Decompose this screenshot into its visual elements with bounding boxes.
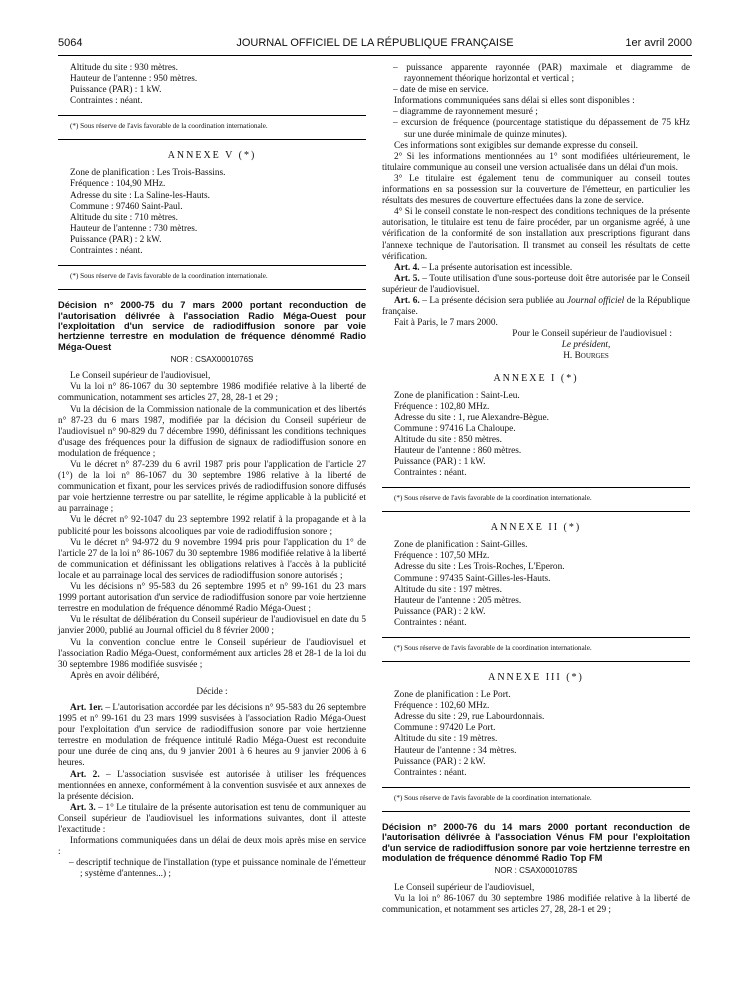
article-text: – Toute utilisation d'une sous-porteuse doit être autorisée par le Conseil supérieur de l'audiovisuel. — [382, 273, 690, 295]
journal-officiel-ref: Journal officiel — [567, 295, 625, 306]
article-4 — [382, 263, 690, 274]
page-number: 5064 — [58, 37, 83, 49]
annex-iii — [382, 690, 690, 779]
article-text: – La présente autorisation est incessible. — [419, 262, 573, 273]
paragraph: Vu les décisions n° 95-583 du 26 septembre 1995 et n° 99-161 du 23 mars 1999 portant autorisation d'un service de radiodiffusion sonore par voie hertzienne terrestre en modulation de fréquence dénommé Radio Méga-Ouest ; — [58, 582, 366, 615]
paragraph: Informations communiquées dans un délai de deux mois après mise en service : — [58, 836, 366, 858]
annex-line: Zone de planification : Le Port. — [394, 690, 511, 701]
left-column — [58, 63, 366, 880]
paragraph: 2° Si les informations mentionnées au 1° sont modifiées ultérieurement, le titulaire communique au conseil une version actualisée dans un délai d'un mois. — [382, 151, 690, 173]
article-6 — [382, 296, 690, 318]
article-label: Art. 4. — [394, 262, 420, 273]
paragraph: Vu le décret n° 87-239 du 6 avril 1987 pris pour l'application de l'article 27 (1°) de la loi n° 86-1067 du 30 septembre 1986 relative à la liberté de communication et fixant, pour les services privés de radiodiffusion sonore diffusés par voie hertzienne terrestre ou par satellite, le régime applicable à la publicité et au parrainage ; — [58, 460, 366, 515]
annex-line: Fréquence : 102,60 MHz. — [394, 701, 490, 712]
separator — [382, 811, 690, 812]
annex-ii — [382, 540, 690, 629]
annex-line: Commune : 97420 Le Port. — [394, 723, 496, 734]
footnote: (*) Sous réserve de l'avis favorable de la coordination internationale. — [394, 793, 592, 802]
annex-title: ANNEXE III (*) — [488, 672, 584, 684]
header-rule — [58, 55, 692, 56]
issue-date: 1er avril 2000 — [625, 37, 692, 49]
decision-title: Décision n° 2000-76 du 14 mars 2000 portant reconduction de l'autorisation délivrée à l'association Vénus FM pour l'exploitation d'un service de radiodiffusion sonore par voie hertzienne terrestre en modulation de fréquence dénommé Radio Top FM — [382, 821, 690, 863]
annex-title: ANNEXE II (*) — [490, 522, 582, 534]
annex-line: Adresse du site : La Saline-les-Hauts. — [70, 190, 210, 201]
annex-line: Puissance (PAR) : 2 kW. — [70, 234, 162, 245]
annex-line: Commune : 97435 Saint-Gilles-les-Hauts. — [394, 573, 551, 584]
paragraph: Le Conseil supérieur de l'audiovisuel, — [70, 371, 211, 382]
place-date: Fait à Paris, le 7 mars 2000. — [394, 318, 498, 329]
article-label: Art. 3. — [70, 802, 96, 813]
paragraph: Vu la convention conclue entre le Conseil supérieur de l'audiovisuel et l'association Radio Méga-Ouest, conformément aux articles 28 et 28-1 de la loi du 30 septembre 1986 modifiée susvisée ; — [58, 637, 366, 670]
article-2 — [58, 770, 366, 803]
list-item: – date de mise en service. — [393, 85, 489, 96]
annex-line: Puissance (PAR) : 2 kW. — [394, 606, 486, 617]
annex-line: Hauteur de l'antenne : 205 mètres. — [394, 595, 522, 606]
annex-line: Fréquence : 104,90 MHz. — [70, 179, 166, 190]
annex-line: Contraintes : néant. — [70, 246, 143, 257]
separator — [58, 289, 366, 290]
separator — [58, 115, 366, 116]
paragraph: Vu la décision de la Commission nationale de la communication et des libertés n° 87-23 du 6 mars 1987, modifiée par la décision du Conseil supérieur de l'audiovisuel n° 90-829 du 7 décembre 1990, définissant les conditions techniques d'usage des fréquences pour la diffusion de signaux de radiodiffusion sonore en modulation de fréquence ; — [58, 404, 366, 459]
annex-line: Contraintes : néant. — [394, 468, 467, 479]
annex-line: Adresse du site : 1, rue Alexandre-Bègue. — [394, 412, 549, 423]
annex-line: Contraintes : néant. — [394, 617, 467, 628]
signature-name: H. Bourges — [563, 351, 609, 362]
annex-line: Altitude du site : 197 mètres. — [394, 584, 502, 595]
annex-line: Zone de planification : Les Trois-Bassins. — [70, 168, 226, 179]
annex-line: Fréquence : 102,80 MHz. — [394, 401, 490, 412]
annex-v — [58, 168, 366, 257]
annex-line: Hauteur de l'antenne : 860 mètres. — [394, 446, 522, 456]
article-text: – L'association susvisée est autorisée à utiliser les fréquences mentionnées en annexe, conformément à la convention susvisée et aux annexes de la présente décision. — [58, 769, 366, 802]
paragraph: Après en avoir délibéré, — [70, 670, 160, 681]
annex-title: ANNEXE I (*) — [493, 372, 579, 384]
separator — [382, 661, 690, 662]
annex-line: Puissance (PAR) : 1 kW. — [70, 85, 162, 96]
annex-line: Adresse du site : 29, rue Labourdonnais. — [394, 712, 545, 723]
decision-title: Décision n° 2000-75 du 7 mars 2000 portant reconduction de l'autorisation délivrée à l'association Radio Méga-Ouest pour l'exploitation d'un service de radiodiffusion sonore par voie hertzienne terrestre en modulation de fréquence dénommé Radio Méga-Ouest — [58, 300, 366, 352]
list-item: – excursion de fréquence (pourcentage statistique du dépassement de 75 kHz sur une durée minimale de quinze minutes). — [393, 118, 690, 140]
paragraph: Vu la loi n° 86-1067 du 30 septembre 1986 modifiée relative à la liberté de communication, notamment ses articles 27, 28, 28-1 et 29 ; — [58, 382, 366, 404]
signature-for: Pour le Conseil supérieur de l'audiovisuel : — [512, 329, 672, 340]
footnote: (*) Sous réserve de l'avis favorable de la coordination internationale. — [70, 122, 268, 131]
annex-line: Altitude du site : 850 mètres. — [394, 434, 502, 445]
annex-line: Hauteur de l'antenne : 730 mètres. — [70, 223, 198, 234]
journal-title: JOURNAL OFFICIEL DE LA RÉPUBLIQUE FRANÇAISE — [236, 37, 514, 49]
article-1 — [58, 703, 366, 770]
article-text: de la République française. — [382, 295, 691, 318]
signature-title: Le président, — [561, 340, 611, 351]
list-item: – descriptif technique de l'installation (type et puissance nominale de l'émetteur ; système d'antennes...) ; — [69, 858, 366, 880]
article-label: Art. 2. — [70, 769, 100, 780]
footnote: (*) Sous réserve de l'avis favorable de la coordination internationale. — [70, 272, 268, 281]
nor-reference: NOR : CSAX0001076S — [170, 355, 254, 365]
annex-iv-tail — [58, 63, 366, 107]
article-text: – 1° Le titulaire de la présente autorisation est tenu de communiquer au Conseil supérieur de l'audiovisuel les informations suivantes, dont il atteste l'exactitude : — [58, 802, 366, 835]
annex-line: Zone de planification : Saint-Leu. — [394, 390, 520, 401]
paragraph: Le Conseil supérieur de l'audiovisuel, — [394, 882, 535, 893]
annex-line: Commune : 97460 Saint-Paul. — [70, 201, 183, 212]
separator — [58, 139, 366, 140]
article-3 — [58, 803, 366, 836]
right-column — [382, 63, 690, 916]
separator — [382, 511, 690, 512]
annex-line: Hauteur de l'antenne : 950 mètres. — [70, 74, 198, 85]
annex-line: Altitude du site : 19 mètres. — [394, 734, 498, 745]
annex-line: Altitude du site : 930 mètres. — [70, 63, 178, 73]
annex-line: Fréquence : 107,50 MHz. — [394, 551, 490, 562]
annex-line: Puissance (PAR) : 2 kW. — [394, 756, 486, 767]
article-text: – L'autorisation accordée par les décisions n° 95-583 du 26 septembre 1995 et n° 99-161 du 23 mars 1999 susvisées à l'association Radio Méga-Ouest pour l'exploitation d'un service de radiodiffusion sonore par voie hertzienne terrestre en modulation de fréquence intitulé Radio Méga-Ouest est reconduite pour une durée de cinq ans, du 9 janvier 2001 à 6 heures au 9 janvier 2006 à 6 heures. — [58, 702, 366, 769]
annex-line: Zone de planification : Saint-Gilles. — [394, 540, 528, 551]
annex-line: Adresse du site : Les Trois-Roches, L'Eperon. — [394, 562, 565, 573]
paragraph: Vu le décret n° 94-972 du 9 novembre 1994 pris pour l'application du 1° de l'article 27 de la loi n° 86-1067 du 30 septembre 1986 modifiée relative à la liberté de communication et définissant les obligations relatives à l'accès à la publicité locale et au parrainage local des services de radiodiffusion sonore autorisés ; — [58, 537, 366, 581]
separator — [382, 637, 690, 638]
article-5 — [382, 274, 690, 296]
paragraph: Vu le résultat de délibération du Conseil supérieur de l'audiovisuel en date du 5 janvier 2000, publié au Journal officiel du 8 février 2000 ; — [58, 615, 366, 637]
separator — [382, 787, 690, 788]
article-text: – La présente décision sera publiée au — [419, 295, 568, 306]
paragraph: Vu la loi n° 86-1067 du 30 septembre 1986 modifiée relative à la liberté de communication, et notamment ses articles 27, 28, 28-1 et 29 ; — [382, 893, 690, 915]
paragraph: Informations communiquées sans délai si elles sont disponibles : — [394, 96, 635, 107]
nor-reference: NOR : CSAX0001078S — [494, 866, 578, 876]
article-label: Art. 1er. — [70, 702, 103, 713]
footnote: (*) Sous réserve de l'avis favorable de la coordination internationale. — [394, 644, 592, 653]
annex-i — [382, 391, 690, 480]
annex-line: Commune : 97416 La Chaloupe. — [394, 423, 516, 434]
paragraph: 3° Le titulaire est également tenu de communiquer au conseil toutes informations en sa possession sur la couverture de l'émetteur, en particulier les résultats des mesures de couverture effectuées dans la zone de service. — [382, 173, 690, 207]
footnote: (*) Sous réserve de l'avis favorable de la coordination internationale. — [394, 494, 592, 503]
list-item: – puissance apparente rayonnée (PAR) maximale et diagramme de rayonnement théorique horizontal et vertical ; — [393, 63, 690, 85]
annex-line: Puissance (PAR) : 1 kW. — [394, 457, 486, 468]
annex-line: Contraintes : néant. — [394, 767, 467, 778]
separator — [382, 487, 690, 488]
annex-line: Altitude du site : 710 mètres. — [70, 212, 178, 223]
annex-title: ANNEXE V (*) — [167, 150, 257, 162]
article-label: Art. 6. — [394, 295, 420, 306]
decide-heading: Décide : — [196, 686, 228, 697]
annex-line: Hauteur de l'antenne : 34 mètres. — [394, 745, 517, 756]
paragraph: Vu le décret n° 92-1047 du 23 septembre 1992 relatif à la propagande et à la publicité pour les boissons alcooliques par voie de radiodiffusion sonore ; — [58, 515, 366, 537]
annex-line: Contraintes : néant. — [70, 96, 143, 107]
page-header — [58, 37, 692, 53]
separator — [58, 265, 366, 266]
list-item: – diagramme de rayonnement mesuré ; — [393, 107, 538, 118]
paragraph: 4° Si le conseil constate le non-respect des conditions techniques de la présente autorisation, le titulaire est tenu de faire procéder, par un organisme agréé, à une vérification de la conformité de son installation aux prescriptions figurant dans l'annexe technique de l'autorisation. Il transmet au conseil les résultats de cette vérification. — [382, 207, 690, 262]
article-label: Art. 5. — [394, 273, 420, 284]
paragraph: Ces informations sont exigibles sur demande expresse du conseil. — [394, 140, 638, 151]
